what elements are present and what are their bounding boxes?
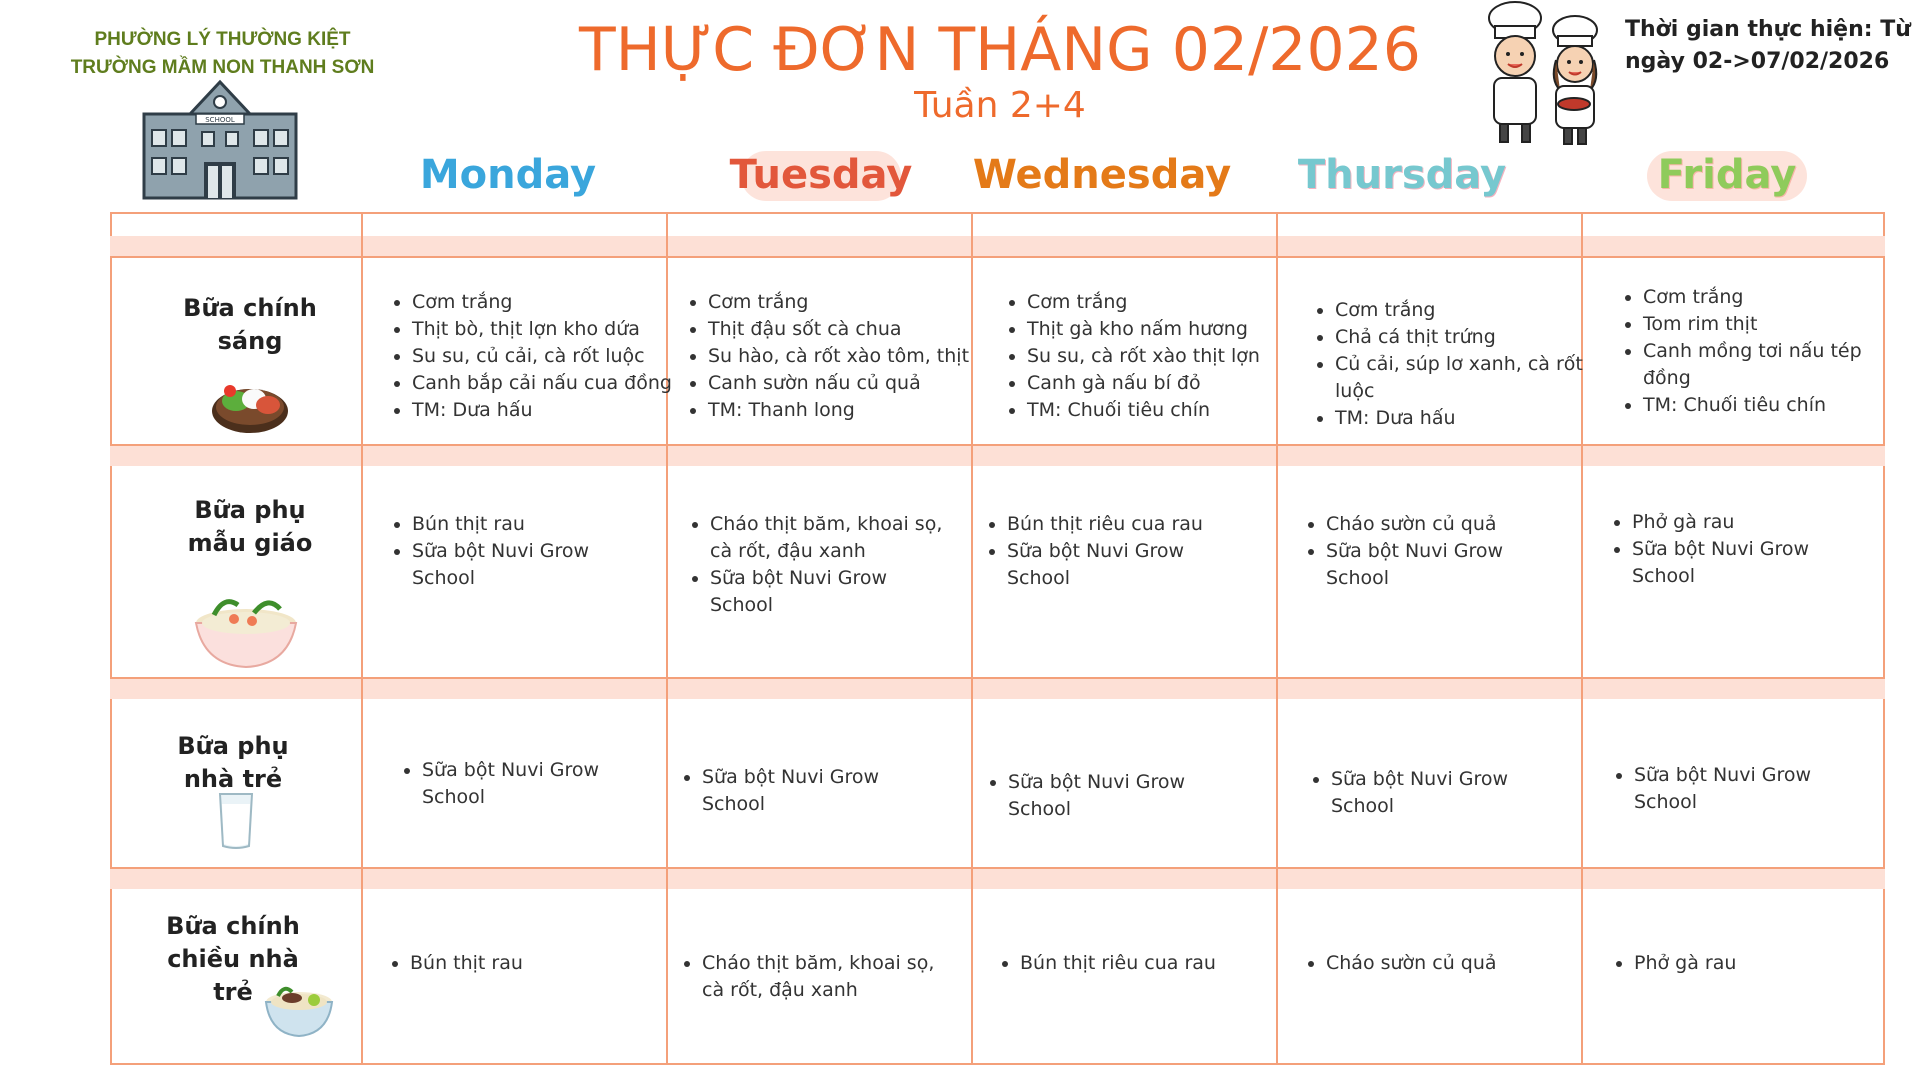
week-subtitle: Tuần 2+4 (914, 85, 1086, 126)
dish-item: • Bún thịt rau (410, 950, 646, 977)
cell-nursery-snack-tuesday (678, 764, 898, 818)
dish-item: • TM: Chuối tiêu chín (1643, 392, 1909, 419)
cell-nursery-snack-wednesday (984, 769, 1204, 823)
dish-item: • Củ cải, súp lơ xanh, cà rốt luộc (1335, 351, 1601, 405)
grid-line (110, 867, 1885, 869)
dish-item: • Sữa bột Nuvi Grow School (1331, 766, 1527, 820)
chefs-icon (1470, 0, 1620, 150)
grid-line (110, 677, 1885, 679)
school-header (40, 26, 405, 82)
day-header-wednesday: Wednesday (972, 152, 1232, 198)
dish-item: • Sữa bột Nuvi Grow School (1634, 762, 1830, 816)
cell-nursery-snack-monday (398, 757, 618, 811)
dish-item: • Cơm trắng (412, 289, 678, 316)
cell-nursery-snack-friday (1610, 762, 1830, 816)
dish-item: • Canh bắp cải nấu cua đồng (412, 370, 678, 397)
page-title: THỰC ĐƠN THÁNG 02/2026 (579, 15, 1421, 85)
dish-item: • Chả cá thịt trứng (1335, 324, 1601, 351)
dish-item: • Cháo thịt băm, khoai sọ, cà rốt, đậu xanh (710, 511, 946, 565)
cell-nursery-afternoon-monday (386, 950, 646, 977)
dish-item: • TM: Dưa hấu (412, 397, 678, 424)
dish-item: • Bún thịt rau (412, 511, 613, 538)
row-separator (110, 446, 1885, 466)
dish-item: • Cơm trắng (1027, 289, 1293, 316)
cell-kg-snack-monday (388, 511, 613, 592)
dish-item: • Cháo sườn củ quả (1326, 950, 1562, 977)
dish-item: • Cháo thịt băm, khoai sọ, cà rốt, đậu xanh (702, 950, 938, 1004)
row-separator (110, 869, 1885, 889)
cell-kg-snack-wednesday (983, 511, 1208, 592)
dish-item: • Cháo sườn củ quả (1326, 511, 1527, 538)
school-building-icon (140, 78, 300, 200)
day-header-tuesday: Tuesday (681, 145, 961, 205)
milk-glass-icon (216, 790, 256, 850)
ward-name: PHƯỜNG LÝ THƯỜNG KIỆT (94, 29, 351, 50)
meal-label-nursery-snack: Bữa phụ nhà trẻ (177, 732, 289, 793)
dish-item: • Sữa bột Nuvi Grow School (422, 757, 618, 811)
dish-item: • Phở gà rau (1632, 509, 1833, 536)
day-header-friday: Friday (1587, 145, 1867, 205)
dish-item: • Su su, cà rốt xào thịt lợn (1027, 343, 1293, 370)
school-name: TRƯỜNG MẦM NON THANH SƠN (70, 57, 375, 78)
date-line-1: Thời gian thực hiện: Từ (1625, 17, 1911, 42)
grid-line (110, 256, 1885, 258)
cell-breakfast-thursday (1311, 297, 1601, 432)
row-separator (110, 679, 1885, 699)
dish-item: • TM: Chuối tiêu chín (1027, 397, 1293, 424)
dish-item: • Thịt đậu sốt cà chua (708, 316, 974, 343)
grid-line (110, 444, 1885, 446)
school-sign-label: SCHOOL (205, 116, 235, 124)
cell-nursery-afternoon-tuesday (678, 950, 938, 1004)
dish-item: • Cơm trắng (1335, 297, 1601, 324)
cell-kg-snack-thursday (1302, 511, 1527, 592)
cell-breakfast-tuesday (684, 289, 974, 424)
date-range (1625, 14, 1915, 78)
dish-item: • Sữa bột Nuvi Grow School (710, 565, 946, 619)
cell-nursery-afternoon-thursday (1302, 950, 1562, 977)
meal-label-nursery-afternoon: Bữa chính chiều nhà trẻ (166, 912, 300, 1006)
dish-item: • Phở gà rau (1634, 950, 1870, 977)
dish-item: • Canh sườn nấu củ quả (708, 370, 974, 397)
cell-kg-snack-tuesday (686, 511, 946, 619)
cell-kg-snack-friday (1608, 509, 1833, 590)
dish-item: • Cơm trắng (708, 289, 974, 316)
noodle-bowl-icon (264, 978, 334, 1038)
rice-plate-icon (210, 365, 290, 437)
dish-item: • Thịt gà kho nấm hương (1027, 316, 1293, 343)
dish-item: • Cơm trắng (1643, 284, 1909, 311)
day-header-monday: Monday (419, 152, 597, 198)
dish-item: • Tom rim thịt (1643, 311, 1909, 338)
dish-item: • Sữa bột Nuvi Grow School (412, 538, 613, 592)
row-separator (110, 236, 1885, 256)
dish-item: • Thịt bò, thịt lợn kho dứa (412, 316, 678, 343)
dish-item: • Su hào, cà rốt xào tôm, thịt (708, 343, 974, 370)
meal-label-breakfast: Bữa chính sáng (183, 294, 317, 355)
dish-item: • Sữa bột Nuvi Grow School (1326, 538, 1527, 592)
soup-bowl-icon (194, 585, 298, 671)
dish-item: • TM: Thanh long (708, 397, 974, 424)
meal-label-kindergarten-snack: Bữa phụ mẫu giáo (187, 496, 313, 557)
dish-item: • TM: Dưa hấu (1335, 405, 1601, 432)
dish-item: • Sữa bột Nuvi Grow School (1007, 538, 1208, 592)
dish-item: • Canh gà nấu bí đỏ (1027, 370, 1293, 397)
cell-nursery-snack-thursday (1307, 766, 1527, 820)
cell-nursery-afternoon-wednesday (996, 950, 1256, 977)
dish-item: • Sữa bột Nuvi Grow School (1632, 536, 1833, 590)
cell-breakfast-wednesday (1003, 289, 1293, 424)
cell-nursery-afternoon-friday (1610, 950, 1870, 977)
dish-item: • Sữa bột Nuvi Grow School (1008, 769, 1204, 823)
dish-item: • Canh mồng tơi nấu tép đồng (1643, 338, 1909, 392)
dish-item: • Bún thịt riêu cua rau (1007, 511, 1208, 538)
dish-item: • Su su, củ cải, cà rốt luộc (412, 343, 678, 370)
dish-item: • Sữa bột Nuvi Grow School (702, 764, 898, 818)
grid-line (361, 212, 363, 1065)
date-line-2: ngày 02->07/02/2026 (1625, 49, 1890, 74)
cell-breakfast-friday (1619, 284, 1909, 419)
dish-item: • Bún thịt riêu cua rau (1020, 950, 1256, 977)
day-header-thursday: Thursday (1297, 152, 1507, 198)
cell-breakfast-monday (388, 289, 678, 424)
